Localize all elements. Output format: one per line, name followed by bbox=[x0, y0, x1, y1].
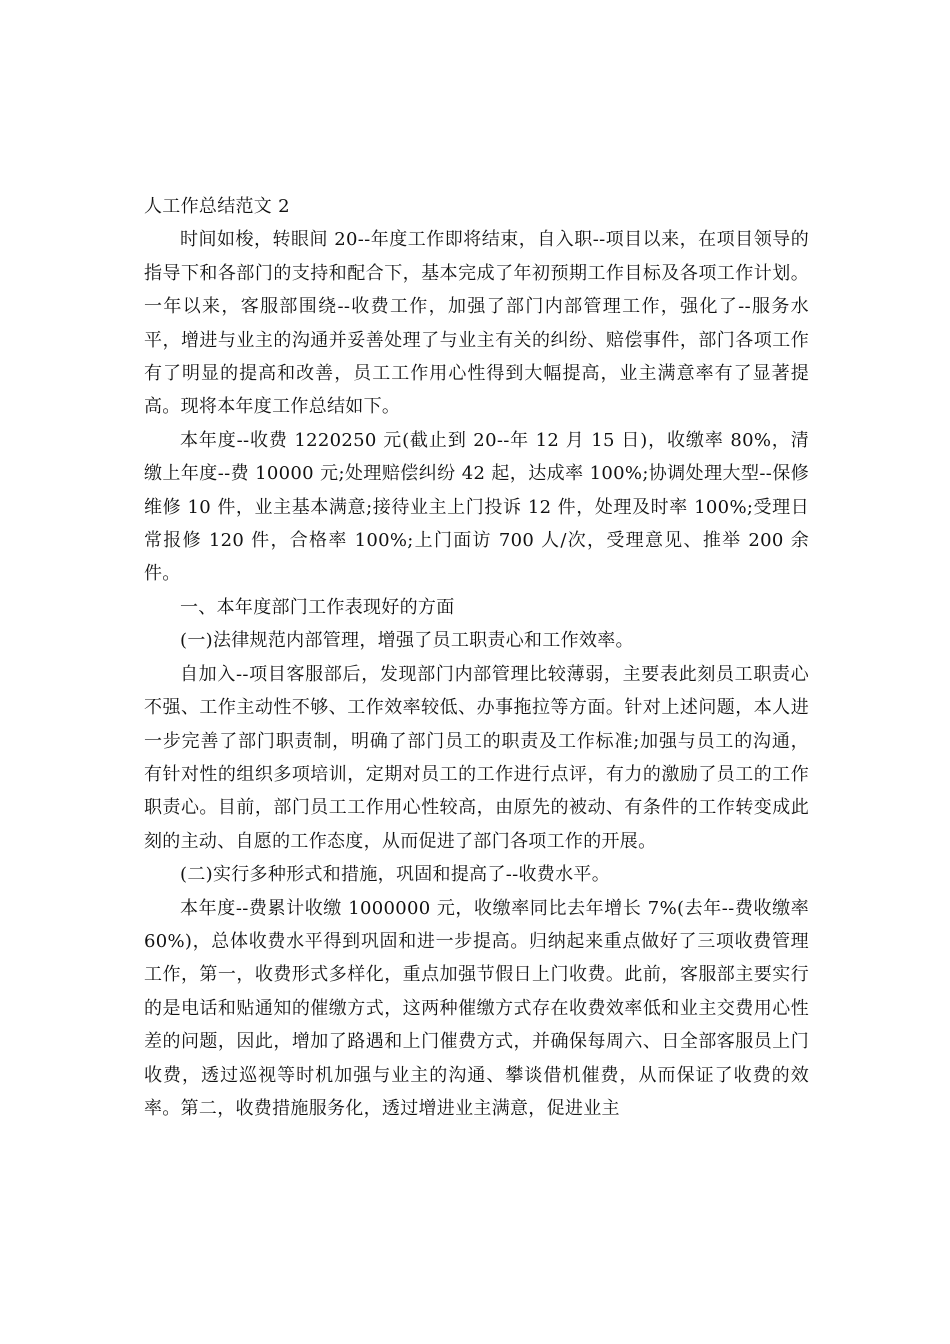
document-title: 人工作总结范文 2 bbox=[144, 196, 290, 217]
paragraph-fee-collection: 本年度--费累计收缴 1000000 元，收缴率同比去年增长 7%(去年--费收缴率 60%)，总体收费水平得到巩固和进一步提高。归纳起来重点做好了三项收费管理工作，第一，收费形式多样化，重点加强节假日上门收费。此前，客服部主要实行的是电话和贴通知的催缴方式，这两种催缴方式存在收费效率低和业主交费用心性差的问题，因此，增加了路遇和上门催费方式，并确保每周六、日全部客服员上门收费，透过巡视等时机加强与业主的沟通、攀谈借机催费，从而保证了收费的效率。第二，收费措施服务化，透过增进业主满意，促进业主 bbox=[144, 897, 809, 1119]
section-heading-1: 一、本年度部门工作表现好的方面 bbox=[180, 596, 455, 618]
subsection-heading-1: (一)法律规范内部管理，增强了员工职责心和工作效率。 bbox=[180, 630, 634, 652]
paragraph-statistics: 本年度--收费 1220250 元(截止到 20--年 12 月 15 日)，收缴率 80%，清缴上年度--费 10000 元;处理赔偿纠纷 42 起，达成率 100%;协调处理大型--保修维修 10 件，业主基本满意;接待业主上门投诉 12 件，处理及时率 100%;受理日常报修 120 件，合格率 100%;上门面访 700 人/次，受理意见、推举 200 余件。 bbox=[144, 429, 809, 585]
paragraph-intro: 时间如梭，转眼间 20--年度工作即将结束，自入职--项目以来，在项目领导的指导下和各部门的支持和配合下，基本完成了年初预期工作目标及各项工作计划。一年以来，客服部围绕--收费工作，加强了部门内部管理工作，强化了--服务水平，增进与业主的沟通并妥善处理了与业主有关的纠纷、赔偿事件，部门各项工作有了明显的提高和改善，员工工作用心性得到大幅提高，业主满意率有了显著提高。现将本年度工作总结如下。 bbox=[144, 229, 809, 418]
subsection-heading-2: (二)实行多种形式和措施，巩固和提高了--收费水平。 bbox=[180, 864, 611, 886]
document-body bbox=[144, 190, 809, 1125]
paragraph-internal-management: 自加入--项目客服部后，发现部门内部管理比较薄弱，主要表此刻员工职责心不强、工作主动性不够、工作效率较低、办事拖拉等方面。针对上述问题，本人进一步完善了部门职责制，明确了部门员工的职责及工作标准;加强与员工的沟通，有针对性的组织多项培训，定期对员工的工作进行点评，有力的激励了员工的工作职责心。目前，部门员工工作用心性较高，由原先的被动、有条件的工作转变成此刻的主动、自愿的工作态度，从而促进了部门各项工作的开展。 bbox=[144, 663, 809, 852]
